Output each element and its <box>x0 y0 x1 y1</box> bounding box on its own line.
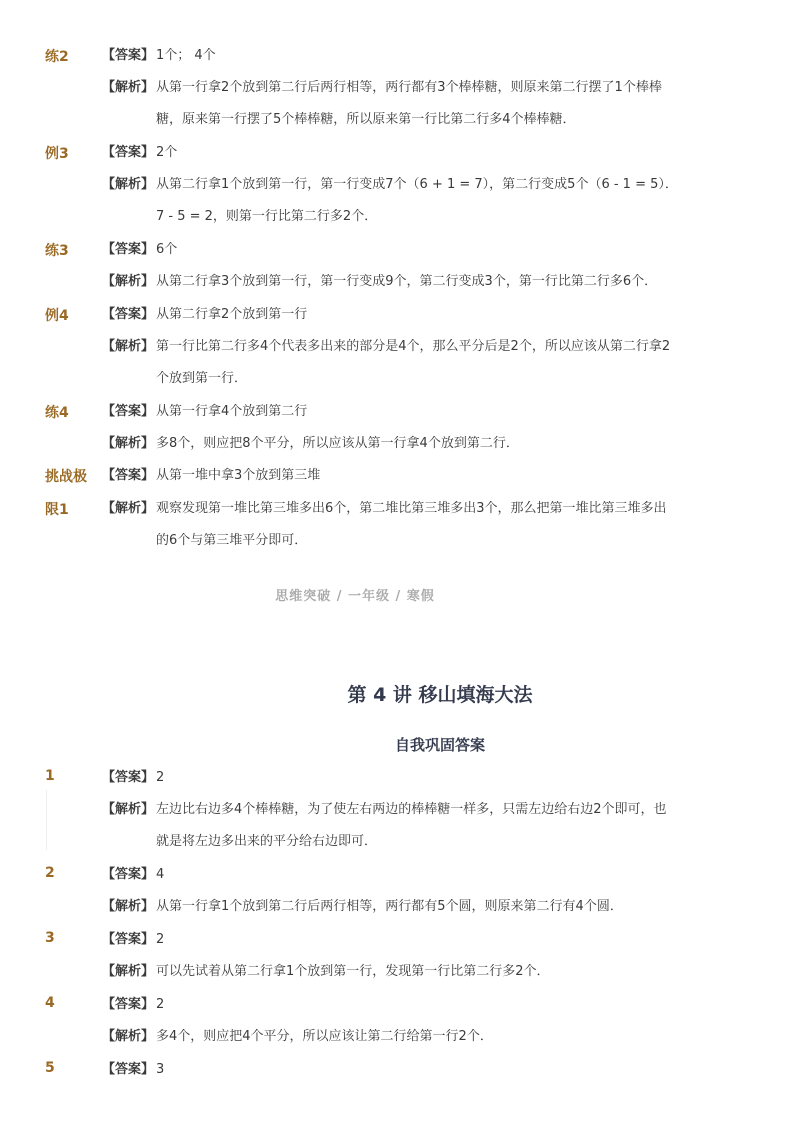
question-id: 练4 <box>45 405 69 421</box>
analysis-tag: 【解析】 <box>102 802 155 817</box>
analysis-text: 从第一行拿1个放到第二行后两行相等，两行都有5个圆，则原来第二行有4个圆． <box>156 899 623 914</box>
answer-tag: 【答案】 <box>102 867 155 882</box>
analysis-continuation: 个放到第一行． <box>156 371 248 386</box>
answer-tag: 【答案】 <box>102 242 155 257</box>
question-id: 3 <box>45 930 55 946</box>
question-id: 练3 <box>45 243 69 259</box>
analysis-line <box>102 169 722 201</box>
analysis-tag: 【解析】 <box>102 436 155 451</box>
analysis-tag: 【解析】 <box>102 501 155 516</box>
analysis-text: 从第二行拿1个放到第一行，第一行变成7个（6 + 1 = 7），第二行变成5个（6 - 1 = 5）． <box>156 177 678 192</box>
answer-line <box>102 859 722 891</box>
answer-text: 3 <box>156 1062 165 1077</box>
answer-tag: 【答案】 <box>102 770 155 785</box>
answer-line <box>102 762 722 794</box>
answer-text: 从第二行拿2个放到第一行 <box>156 307 308 322</box>
analysis-tag: 【解析】 <box>102 1029 155 1044</box>
analysis-text: 从第一行拿2个放到第二行后两行相等，两行都有3个棒棒糖，则原来第二行摆了1个棒棒 <box>156 80 662 95</box>
analysis-continuation: 的6个与第三堆平分即可． <box>156 533 308 548</box>
analysis-line <box>102 428 722 460</box>
question-id: 例3 <box>45 146 69 162</box>
challenge-id-line2: 限1 <box>45 502 69 518</box>
question-id: 练2 <box>45 49 69 65</box>
answer-tag: 【答案】 <box>102 468 155 483</box>
answer-text: 2 <box>156 770 165 785</box>
answer-line <box>102 40 722 72</box>
answer-tag: 【答案】 <box>102 404 155 419</box>
analysis-tag: 【解析】 <box>102 274 155 289</box>
answer-line <box>102 299 722 331</box>
answer-text: 6个 <box>156 242 178 257</box>
answer-tag: 【答案】 <box>102 307 155 322</box>
question-id: 2 <box>45 865 55 881</box>
lecture-title: 第 4 讲 移山填海大法 <box>347 684 533 706</box>
analysis-tag: 【解析】 <box>102 80 155 95</box>
analysis-line <box>102 956 722 988</box>
answer-text: 从第一行拿4个放到第二行 <box>156 404 308 419</box>
answer-text: 4 <box>156 867 165 882</box>
analysis-continuation: 糖，原来第一行摆了5个棒棒糖，所以原来第一行比第二行多4个棒棒糖． <box>156 112 576 127</box>
analysis-text: 多8个，则应把8个平分，所以应该从第一行拿4个放到第二行． <box>156 436 519 451</box>
analysis-tag: 【解析】 <box>102 964 155 979</box>
answer-text: 1个； 4个 <box>156 48 216 63</box>
analysis-tag: 【解析】 <box>102 899 155 914</box>
answer-text: 2 <box>156 997 165 1012</box>
answer-text: 2 <box>156 932 165 947</box>
analysis-text: 多4个，则应把4个平分，所以应该让第二行给第一行2个． <box>156 1029 493 1044</box>
analysis-text: 从第二行拿3个放到第一行，第一行变成9个，第二行变成3个，第一行比第二行多6个． <box>156 274 658 289</box>
answer-line <box>102 924 722 956</box>
answer-line <box>102 396 722 428</box>
analysis-continuation: 7 - 5 = 2，则第一行比第二行多2个． <box>156 209 378 224</box>
answer-text: 从第一堆中拿3个放到第三堆 <box>156 468 321 483</box>
analysis-continuation: 就是将左边多出来的平分给右边即可． <box>156 834 378 849</box>
answer-line <box>102 989 722 1021</box>
question-id: 例4 <box>45 308 69 324</box>
answer-tag: 【答案】 <box>102 48 155 63</box>
question-id: 5 <box>45 1060 55 1076</box>
analysis-text: 左边比右边多4个棒棒糖，为了使左右两边的棒棒糖一样多，只需左边给右边2个即可，也 <box>156 802 667 817</box>
analysis-line <box>102 266 722 298</box>
question-id: 1 <box>45 768 55 784</box>
analysis-tag: 【解析】 <box>102 177 155 192</box>
answer-text: 2个 <box>156 145 178 160</box>
analysis-line <box>102 891 722 923</box>
answer-line <box>102 137 722 169</box>
answer-line <box>102 1054 722 1086</box>
answer-tag: 【答案】 <box>102 932 155 947</box>
analysis-line <box>102 1021 722 1053</box>
analysis-text: 第一行比第二行多4个代表多出来的部分是4个，那么平分后是2个，所以应该从第二行拿2 <box>156 339 671 354</box>
analysis-text: 可以先试着从第二行拿1个放到第一行，发现第一行比第二行多2个． <box>156 964 550 979</box>
answer-tag: 【答案】 <box>102 1062 155 1077</box>
question-id: 4 <box>45 995 55 1011</box>
analysis-text: 观察发现第一堆比第三堆多出6个，第二堆比第三堆多出3个，那么把第一堆比第三堆多出 <box>156 501 667 516</box>
analysis-line <box>102 794 722 826</box>
answer-line <box>102 460 722 492</box>
answer-tag: 【答案】 <box>102 997 155 1012</box>
analysis-line <box>102 331 722 363</box>
analysis-line <box>102 72 722 104</box>
section-title: 自我巩固答案 <box>394 736 485 754</box>
challenge-id-line1: 挑战极 <box>45 469 87 485</box>
page-footer: 思维突破 / 一年级 / 寒假 <box>275 589 435 604</box>
answer-tag: 【答案】 <box>102 145 155 160</box>
divider <box>46 790 47 850</box>
analysis-tag: 【解析】 <box>102 339 155 354</box>
answer-line <box>102 234 722 266</box>
analysis-line <box>102 493 722 525</box>
